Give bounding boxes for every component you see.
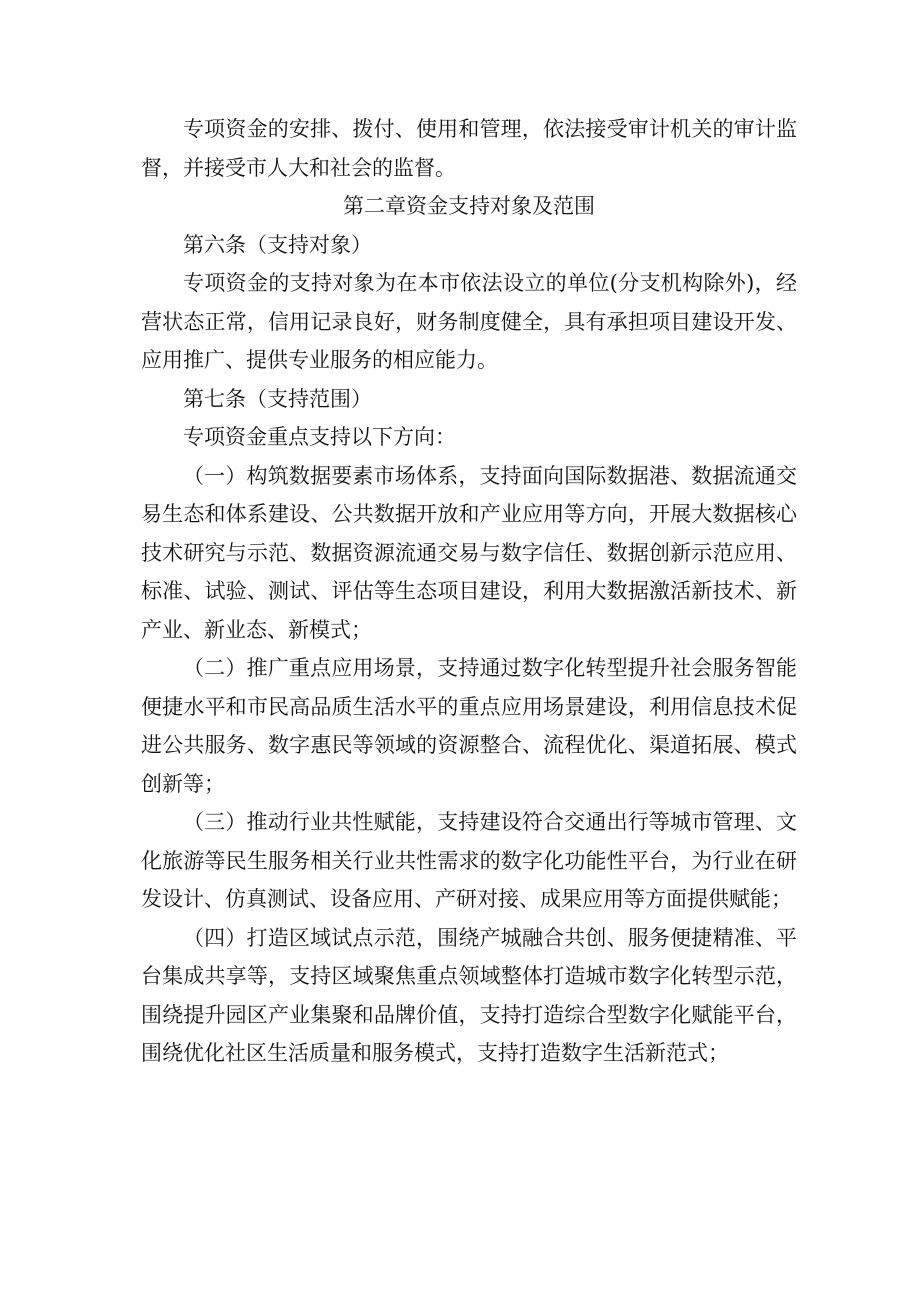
article-6-body: 专项资金的支持对象为在本市依法设立的单位(分支机构除外)，经营状态正常，信用记录良好，财务制度健全，具有承担项目建设开发、应用推广、提供专业服务的相应能力。 bbox=[141, 271, 797, 372]
continued-paragraph: 专项资金的安排、拨付、使用和管理，依法接受审计机关的审计监督，并接受市人大和社会的监督。 bbox=[141, 117, 797, 180]
list-item-2: （二）推广重点应用场景，支持通过数字化转型提升社会服务智能便捷水平和市民高品质生活水平的重点应用场景建设，利用信息技术促进公共服务、数字惠民等领域的资源整合、流程优化、渠道拓展、模式创新等； bbox=[141, 656, 797, 796]
document-body bbox=[141, 110, 797, 1073]
list-item-3: （三）推动行业共性赋能，支持建设符合交通出行等城市管理、文化旅游等民生服务相关行业共性需求的数字化功能性平台，为行业在研发设计、仿真测试、设备应用、产研对接、成果应用等方面提供赋能； bbox=[141, 810, 797, 911]
list-item-1: （一）构筑数据要素市场体系，支持面向国际数据港、数据流通交易生态和体系建设、公共数据开放和产业应用等方向，开展大数据核心技术研究与示范、数据资源流通交易与数字信任、数据创新示范应用、标准、试验、测试、评估等生态项目建设，利用大数据激活新技术、新产业、新业态、新模式； bbox=[141, 463, 797, 642]
article-7-intro: 专项资金重点支持以下方向： bbox=[183, 425, 456, 449]
list-item-4: （四）打造区域试点示范，围绕产城融合共创、服务便捷精准、平台集成共享等，支持区域聚焦重点领域整体打造城市数字化转型示范，围绕提升园区产业集聚和品牌价值，支持打造综合型数字化赋能平台，围绕优化社区生活质量和服务模式，支持打造数字生活新范式； bbox=[141, 925, 797, 1065]
article-7-heading: 第七条（支持范围） bbox=[183, 386, 372, 411]
chapter-title: 第二章资金支持对象及范围 bbox=[343, 194, 595, 218]
article-6-heading: 第六条（支持对象） bbox=[183, 232, 372, 257]
